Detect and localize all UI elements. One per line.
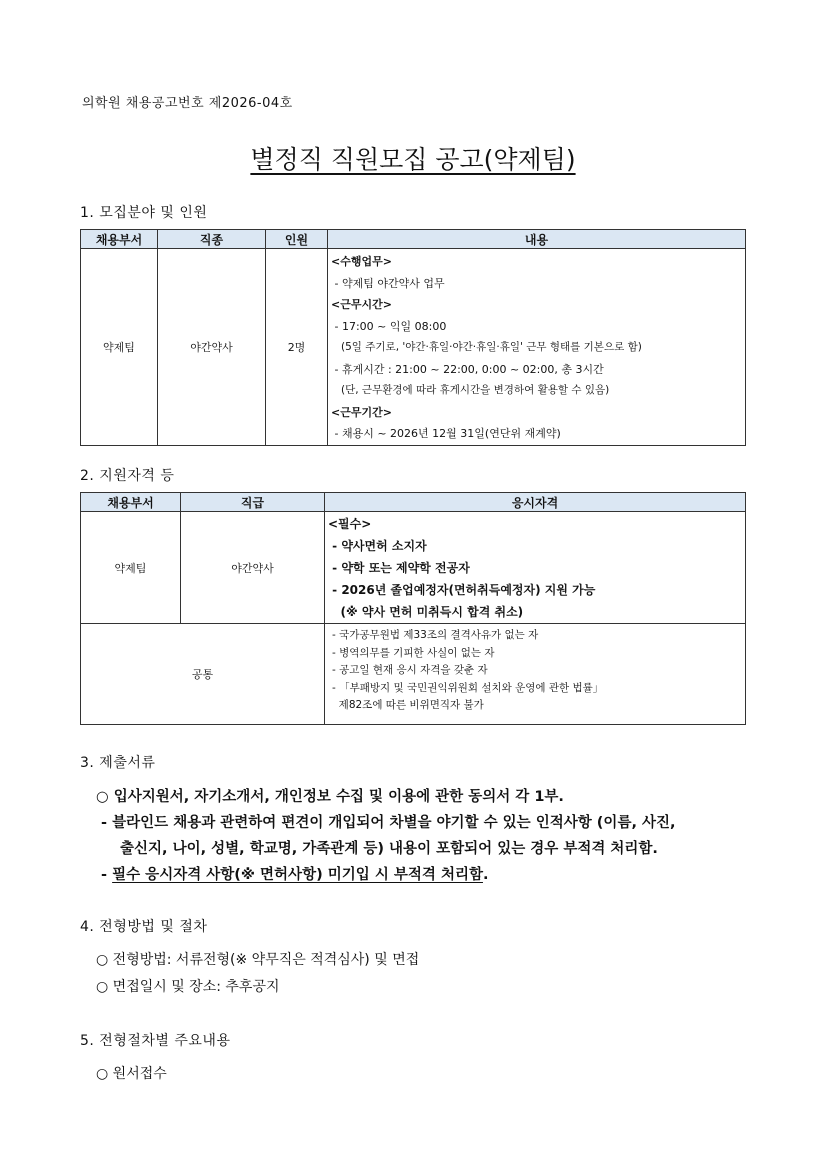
col-header-quals: 응시자격 bbox=[325, 493, 746, 512]
blind-notice-cont: 출신지, 나이, 성별, 학교명, 가족관계 등) 내용이 포함되어 있는 경우 부적격 처리함. bbox=[120, 841, 658, 857]
section3-heading: 3. 제출서류 bbox=[80, 755, 156, 771]
page-title bbox=[0, 140, 826, 176]
col-header-dept: 채용부서 bbox=[81, 230, 158, 249]
recruitment-table bbox=[80, 229, 746, 446]
interview-schedule: ○ 면접일시 및 장소: 추후공지 bbox=[96, 979, 280, 995]
cell-dept: 약제팀 bbox=[81, 249, 158, 446]
qual-line: - 「부패방지 및 국민권익위원회 설치와 운영에 관한 법률」 bbox=[332, 681, 604, 694]
section5-heading: 5. 전형절차별 주요내용 bbox=[80, 1033, 231, 1049]
content-line: <근무시간> bbox=[331, 298, 392, 311]
col-header-count: 인원 bbox=[266, 230, 328, 249]
col-header-content: 내용 bbox=[328, 230, 746, 249]
required-notice bbox=[96, 863, 488, 884]
blind-notice-line: - 블라인드 채용과 관련하여 편견이 개입되어 차별을 야기할 수 있는 인적사항 (이름, 사진, bbox=[96, 815, 676, 831]
required-notice-underlined: 필수 응시자격 사항(※ 면허사항) 미기입 시 부적격 처리함 bbox=[112, 867, 483, 883]
qual-line: <필수> bbox=[328, 517, 372, 531]
qualification-table bbox=[80, 492, 746, 725]
content-line: - 약제팀 야간약사 업무 bbox=[331, 276, 445, 290]
qual-line: - 공고일 현재 응시 자격을 갖춘 자 bbox=[332, 664, 488, 676]
content-line: - 휴게시간 : 21:00 ~ 22:00, 0:00 ~ 02:00, 총 3시간 bbox=[331, 362, 604, 376]
content-line: - 17:00 ~ 익일 08:00 bbox=[331, 319, 447, 333]
qual-line: - 병역의무를 기피한 사실이 없는 자 bbox=[332, 646, 495, 659]
cell-content bbox=[328, 249, 746, 446]
documents-list: ○ 입사지원서, 자기소개서, 개인정보 수집 및 이용에 관한 동의서 각 1부. bbox=[96, 789, 564, 805]
section2-heading: 2. 지원자격 등 bbox=[80, 468, 175, 484]
content-line: <근무기간> bbox=[331, 405, 392, 419]
cell-count: 2명 bbox=[266, 249, 328, 446]
section1-heading: 1. 모집분야 및 인원 bbox=[80, 205, 208, 221]
required-notice-prefix: - bbox=[96, 867, 113, 883]
col-header-job: 직종 bbox=[158, 230, 266, 249]
page-title-text: 별정직 직원모집 공고(약제팀) bbox=[250, 145, 576, 174]
cell-common-quals bbox=[325, 624, 746, 725]
cell-dept: 약제팀 bbox=[81, 512, 181, 624]
content-line: <수행업무> bbox=[331, 255, 392, 268]
col-header-dept: 채용부서 bbox=[81, 493, 181, 512]
content-line: - 채용시 ~ 2026년 12월 31일(연단위 재계약) bbox=[331, 427, 561, 440]
application-receipt: ○ 원서접수 bbox=[96, 1066, 167, 1082]
section4-heading: 4. 전형방법 및 절차 bbox=[80, 919, 208, 935]
cell-grade: 야간약사 bbox=[181, 512, 325, 624]
content-line: (단, 근무환경에 따라 휴게시간을 변경하여 활용할 수 있음) bbox=[331, 384, 610, 396]
qual-line: - 약학 또는 제약학 전공자 bbox=[328, 561, 470, 575]
qual-line: - 2026년 졸업예정자(면허취득예정자) 지원 가능 bbox=[328, 583, 596, 597]
col-header-grade: 직급 bbox=[181, 493, 325, 512]
qual-line: - 국가공무원법 제33조의 결격사유가 없는 자 bbox=[332, 629, 539, 641]
notice-number: 의학원 채용공고번호 제2026-04호 bbox=[82, 96, 293, 111]
cell-job: 야간약사 bbox=[158, 249, 266, 446]
qual-line: 제82조에 따른 비위면직자 불가 bbox=[332, 699, 484, 711]
qual-line: (※ 약사 면허 미취득시 합격 취소) bbox=[328, 605, 524, 619]
required-notice-suffix: . bbox=[482, 867, 489, 883]
qual-line: - 약사면허 소지자 bbox=[328, 539, 427, 553]
content-line: (5일 주기로, '야간·휴일·야간·휴일·휴일' 근무 형태를 기본으로 함) bbox=[331, 341, 642, 353]
cell-common-label: 공통 bbox=[81, 624, 325, 725]
screening-method: ○ 전형방법: 서류전형(※ 약무직은 적격심사) 및 면접 bbox=[96, 952, 420, 968]
cell-required-quals bbox=[325, 512, 746, 624]
